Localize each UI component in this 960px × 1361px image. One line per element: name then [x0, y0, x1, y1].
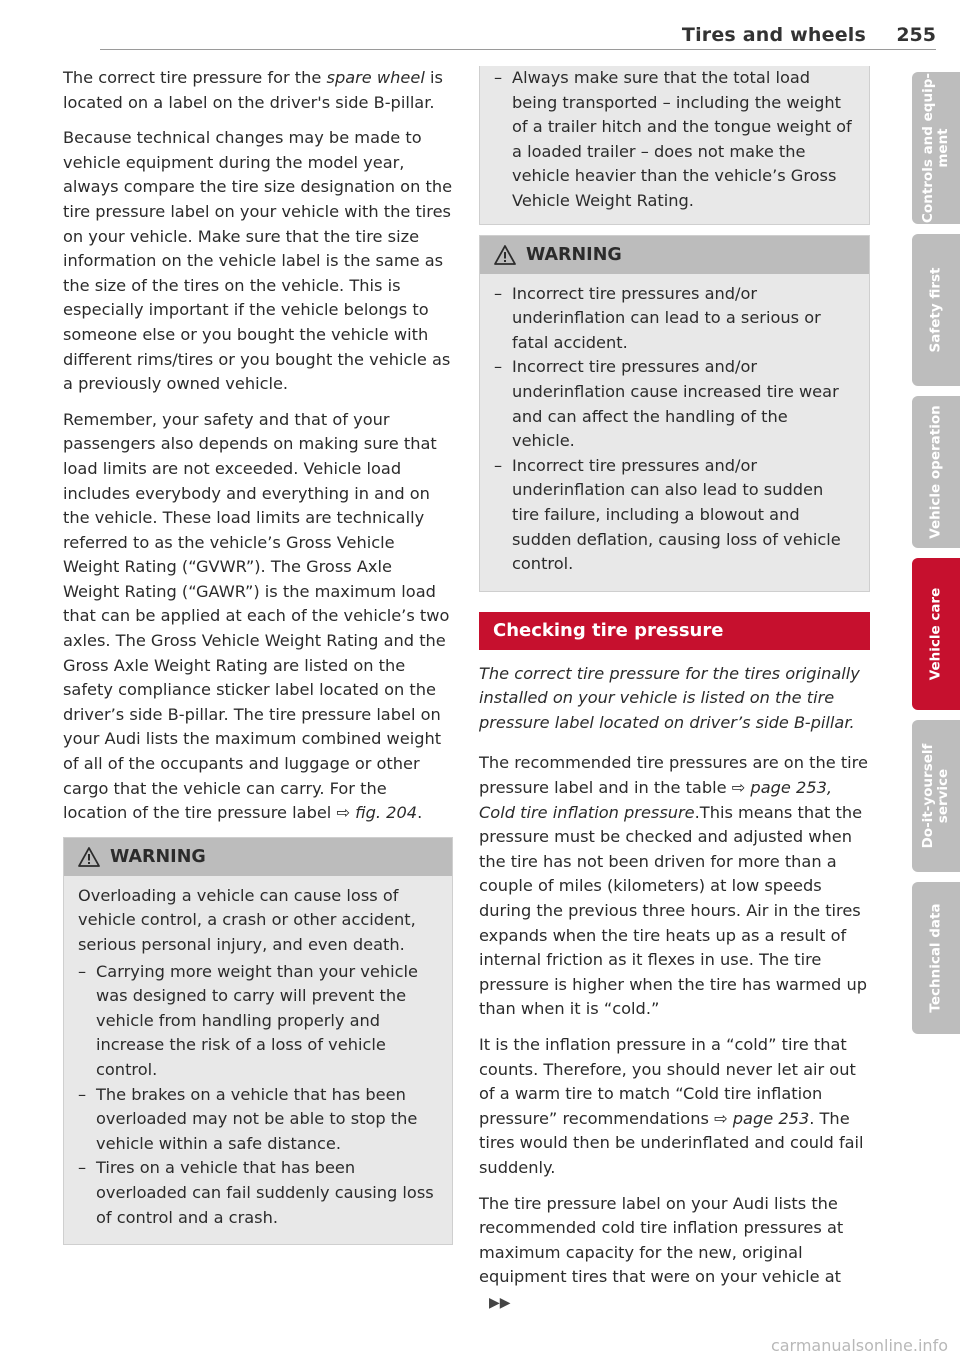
paragraph-label-lists: The tire pressure label on your Audi lists the recommended cold tire inflation pressures at maximum capacity for the new, original equipment tires that were on your vehicle at▶▶	[479, 1192, 870, 1316]
warning-continuation	[479, 66, 870, 225]
watermark: carmanualsonline.info	[770, 1336, 948, 1355]
chapter-title: Tires and wheels	[681, 24, 866, 46]
tab-controls-and-equipment[interactable]: Controls and equip- ment	[912, 72, 960, 224]
warning-triangle-icon	[78, 847, 100, 867]
left-column	[63, 66, 453, 1245]
warning-body	[64, 876, 452, 1230]
page-header	[100, 0, 936, 50]
paragraph-load-limits: Remember, your safety and that of your passengers also depends on making sure that load limits are not exceeded. Vehicle load includes everybody and everything in and on the vehicle. These load limits are technically referred to as the vehicle’s Gross Vehicle Weight Rating (“GVWR”). The Gross Axle Weight Rating (“GAWR”) is the maximum load that can be applied at each of the vehicle’s two axles. The Gross Vehicle Weight Rating and the Gross Axle Weight Rating are listed on the safety compliance sticker label located on the driver’s side B-pillar. The tire pressure label on your Audi lists the maximum combined weight of all of the occupants and luggage or other cargo that the vehicle can carry. For the location of the tire pressure label ⇨ fig. 204.	[63, 409, 450, 823]
tab-vehicle-operation[interactable]: Vehicle operation	[912, 396, 960, 548]
warning-intro: Overloading a vehicle can cause loss of vehicle control, a crash or other accident, serious personal injury, and even death.	[78, 885, 416, 954]
section-heading-checking-tire-pressure: Checking tire pressure	[479, 612, 870, 650]
right-column	[479, 66, 870, 1327]
tab-do-it-yourself-service[interactable]: Do-it-yourself service	[912, 720, 960, 872]
paragraph-spare-wheel: The correct tire pressure for the spare wheel is located on a label on the driver's side B-pillar.	[63, 68, 443, 112]
tab-vehicle-care[interactable]: Vehicle care	[912, 558, 960, 710]
section-intro: The correct tire pressure for the tires originally installed on your vehicle is listed on the tire pressure label located on driver’s side B-pillar.	[479, 663, 860, 732]
warning-body	[480, 274, 869, 577]
paragraph-size-designation: Because technical changes may be made to vehicle equipment during the model year, always compare the tire size designation on the tire pressure label on your vehicle with the tires on your vehicle. Make sure that the tire size information on the vehicle label is the same as the size of the tires on the vehicle. This is especially important if the vehicle belongs to someone else or you bought the vehicle with different rims/tires or you bought the vehicle as a previously owned vehicle.	[63, 128, 453, 394]
warning-box-overloading	[63, 837, 453, 1245]
paragraph-recommended-pressures: The recommended tire pressures are on the tire pressure label and in the table ⇨ page 253, Cold tire inflation pressure.This means that the pressure must be checked and adjusted when the tire has not been driven for more than a couple of miles (kilometers) at low speeds during the previous three hours. Air in the tires expands when the tire heats up as a result of internal friction as it flexes in use. The tire pressure is higher when the tire has warmed up than when it is “cold.”	[479, 753, 868, 1019]
page-253-link[interactable]: ⇨ page 253, Cold tire inflation pressure	[479, 778, 833, 822]
warning-list	[78, 960, 438, 1231]
warning-list	[494, 282, 855, 577]
header-rule	[100, 49, 936, 50]
warning-item: – Tires on a vehicle that has been overloaded can fail suddenly causing loss of control and a crash.	[78, 1156, 438, 1230]
warning-item: – Incorrect tire pressures and/or underinflation cause increased tire wear and can affect the handling of the vehicle.	[494, 355, 855, 453]
warning-item: – Always make sure that the total load being transported – including the weight of a trailer hitch and the tongue weight of a loaded trailer – does not make the vehicle heavier than the vehicle’s Gross Vehicle Weight Rating.	[494, 66, 855, 214]
warning-label: WARNING	[110, 846, 206, 867]
warning-label: WARNING	[526, 244, 622, 265]
fig-204-link[interactable]: ⇨ fig. 204	[336, 803, 418, 823]
warning-header	[480, 236, 869, 274]
warning-triangle-icon	[494, 245, 516, 265]
warning-item: – Incorrect tire pressures and/or underinflation can also lead to sudden tire failure, including a blowout and sudden deflation, causing loss of vehicle control.	[494, 454, 855, 577]
page-number: 255	[896, 24, 936, 46]
warning-item: – Carrying more weight than your vehicle was designed to carry will prevent the vehicle from handling properly and increase the risk of a loss of vehicle control.	[78, 960, 438, 1083]
warning-box-tire-pressure	[479, 235, 870, 592]
tab-technical-data[interactable]: Technical data	[912, 882, 960, 1034]
warning-header	[64, 838, 452, 876]
warning-item: – The brakes on a vehicle that has been overloaded may not be able to stop the vehicle within a safe distance.	[78, 1083, 438, 1157]
warning-item: – Incorrect tire pressures and/or underinflation can lead to a serious or fatal accident.	[494, 282, 855, 356]
page-253-link-2[interactable]: ⇨ page 253	[714, 1108, 810, 1128]
tab-safety-first[interactable]: Safety first	[912, 234, 960, 386]
paragraph-cold-tire: It is the inflation pressure in a “cold” tire that counts. Therefore, you should never let air out of a warm tire to match “Cold tire inflation pressure” recommendations ⇨ page 253. The tires would then be underinflated and could fail suddenly.	[479, 1035, 864, 1177]
continue-arrow-icon: ▶▶	[489, 1294, 511, 1311]
